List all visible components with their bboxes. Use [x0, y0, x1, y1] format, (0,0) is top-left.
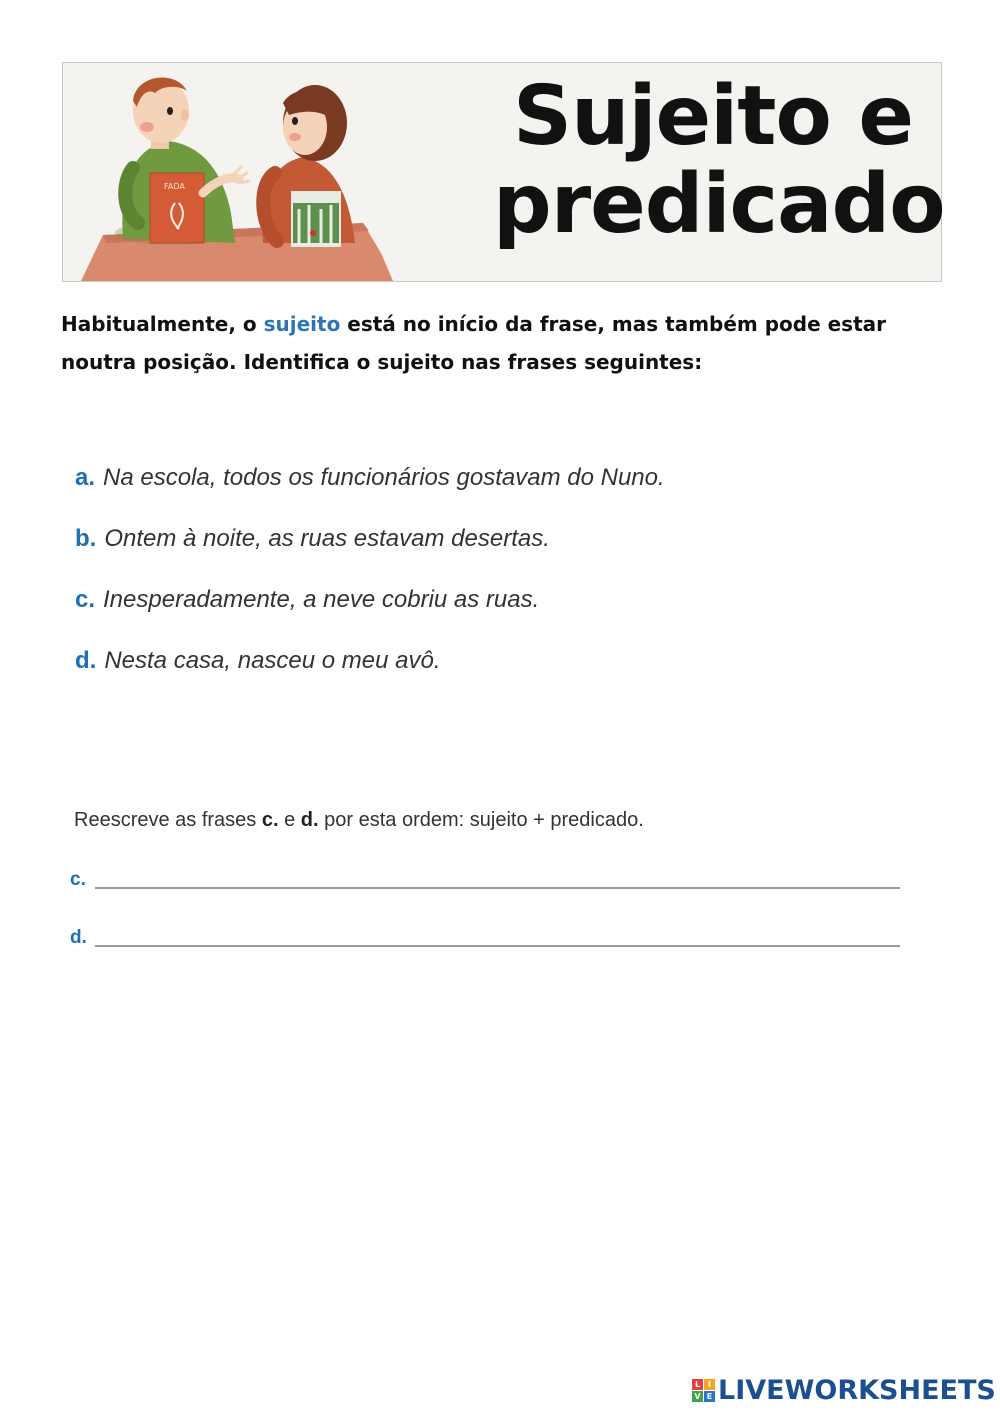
- sentence-text[interactable]: Na escola, todos os funcionários gostavam do Nuno.: [103, 464, 665, 491]
- logo-square: E: [704, 1391, 715, 1402]
- sentence-letter: a.: [75, 464, 96, 491]
- answer-input-d[interactable]: [98, 924, 898, 948]
- answer-line-c: [70, 866, 900, 896]
- sentence-letter: b.: [75, 525, 97, 552]
- task-part-2: por esta ordem: sujeito + predicado.: [318, 809, 644, 831]
- boy-reading-icon: [115, 78, 249, 245]
- sentence-text[interactable]: Ontem à noite, as ruas estavam desertas.: [104, 525, 550, 552]
- task-letter-c: c.: [261, 809, 279, 831]
- answer-input-c[interactable]: [98, 866, 898, 890]
- sentence-text[interactable]: Nesta casa, nasceu o meu avô.: [104, 647, 441, 674]
- sentence-item: [75, 580, 875, 641]
- sentence-list: [75, 458, 875, 702]
- sentence-letter: c.: [75, 586, 96, 613]
- task-part-1: Reescreve as frases: [74, 809, 262, 831]
- page-title: [493, 69, 945, 252]
- logo-square: V: [692, 1391, 703, 1402]
- task-letter-d: d.: [300, 809, 319, 831]
- instruction-keyword: sujeito: [263, 312, 341, 336]
- rewrite-instruction: [74, 806, 644, 834]
- instruction-part-1: Habitualmente, o: [61, 312, 264, 336]
- logo-square: L: [692, 1379, 703, 1390]
- logo-square: I: [704, 1379, 715, 1390]
- children-reading-illustration: [63, 63, 493, 281]
- sentence-letter: d.: [75, 647, 97, 674]
- instruction-text: [61, 305, 921, 381]
- sentence-item: [75, 458, 875, 519]
- sentence-item: [75, 641, 875, 702]
- header-banner: [62, 62, 945, 282]
- sentence-text[interactable]: Inesperadamente, a neve cobriu as ruas.: [103, 586, 540, 613]
- instruction-part-2: está no início da frase, mas também pode estar noutra posição. Identifica o sujeito nas frases seguintes:: [61, 312, 887, 374]
- logo-text: LIVEWORKSHEETS: [718, 1374, 996, 1406]
- svg-text:FADA: FADA: [164, 182, 185, 191]
- sentence-item: [75, 519, 875, 580]
- answer-letter: c.: [70, 869, 86, 890]
- task-and: e: [278, 809, 301, 831]
- title-line-1: Sujeito e: [513, 69, 913, 164]
- answer-letter: d.: [70, 927, 87, 948]
- live-squares-icon: [692, 1379, 715, 1402]
- title-line-2: predicado: [493, 157, 945, 252]
- answer-line-d: [70, 924, 900, 954]
- liveworksheets-logo: [692, 1374, 996, 1406]
- girl-reading-icon: [262, 85, 355, 247]
